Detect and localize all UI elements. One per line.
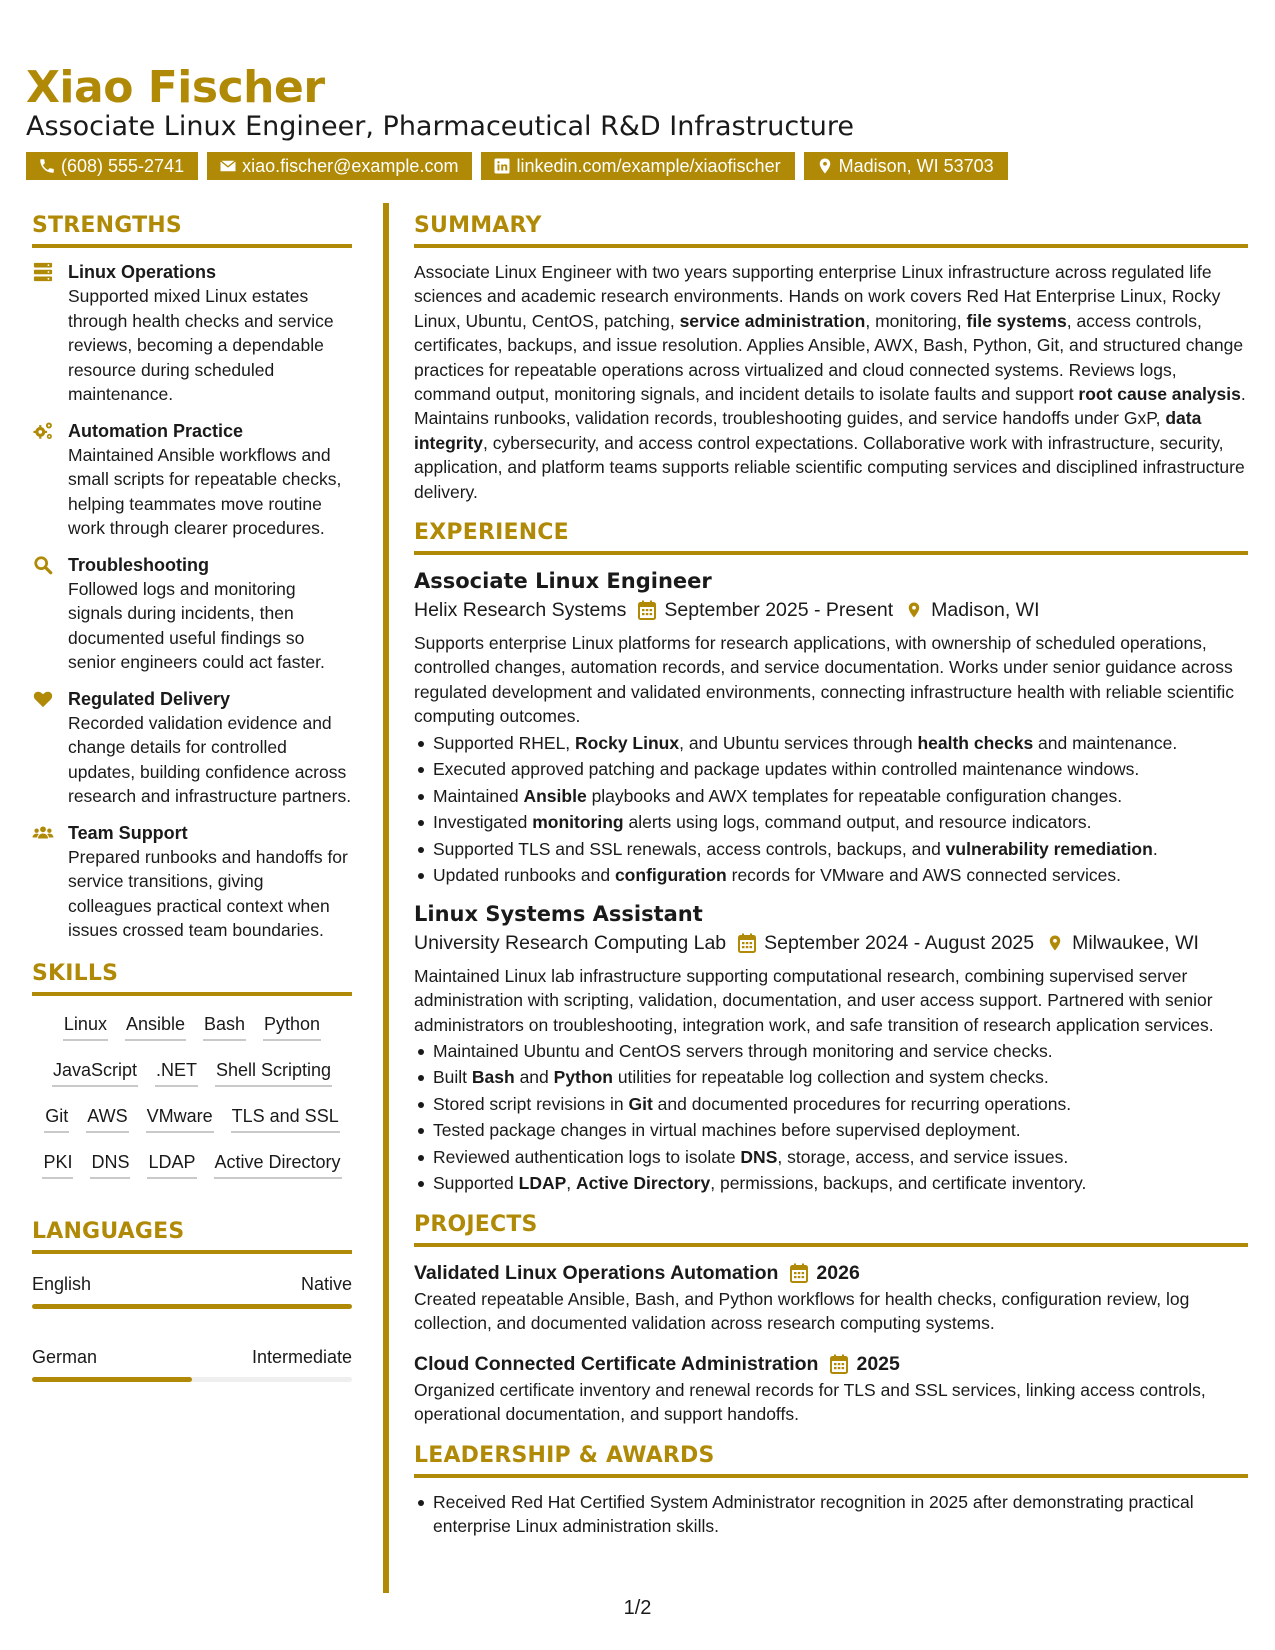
job-dates: September 2024 - August 2025 xyxy=(764,931,1035,954)
language-name: German xyxy=(32,1346,98,1367)
job-bullet: Investigated monitoring alerts using logs, command output, and resource indicators. xyxy=(414,810,1248,835)
job-bullet: Maintained Ansible playbooks and AWX templates for repeatable configuration changes. xyxy=(414,784,1248,809)
language-bar-fill xyxy=(32,1304,352,1309)
language-bar xyxy=(32,1377,352,1382)
job-company: University Research Computing Lab xyxy=(414,931,727,954)
job-bullet: Executed approved patching and package updates within controlled maintenance windows. xyxy=(414,757,1248,782)
heart-icon xyxy=(32,689,54,709)
project-entry xyxy=(414,1350,1248,1427)
strength-desc: Maintained Ansible workflows and small scripts for repeatable checks, helping teammates move routine work through clearer procedures. xyxy=(68,444,342,538)
strength-title: Automation Practice xyxy=(68,420,244,441)
skill-tag: Shell Scripting xyxy=(215,1058,332,1087)
strength-title: Linux Operations xyxy=(68,262,217,282)
strength-title: Troubleshooting xyxy=(68,554,209,575)
contact-email-text: xiao.fischer@example.com xyxy=(242,156,459,176)
project-entry xyxy=(414,1259,1248,1336)
map-pin-icon xyxy=(816,157,834,175)
skill-tag: Linux xyxy=(63,1012,108,1041)
skills-list xyxy=(32,1008,352,1205)
job-location: Milwaukee, WI xyxy=(1072,931,1199,954)
summary-heading: SUMMARY xyxy=(414,213,1248,248)
skill-tag: Python xyxy=(263,1012,321,1041)
strength-item xyxy=(32,553,352,675)
experience-heading: EXPERIENCE xyxy=(414,520,1248,555)
strength-item xyxy=(32,419,352,541)
contact-linkedin[interactable] xyxy=(481,152,794,180)
calendar-icon xyxy=(830,1354,848,1374)
job-bullets xyxy=(414,1039,1248,1196)
skill-tag: DNS xyxy=(90,1150,130,1179)
language-level: Intermediate xyxy=(251,1346,352,1367)
skills-heading: SKILLS xyxy=(32,961,352,996)
project-year: 2025 xyxy=(856,1352,900,1375)
projects-heading: PROJECTS xyxy=(414,1212,1248,1247)
job-bullet: Maintained Ubuntu and CentOS servers through monitoring and service checks. xyxy=(414,1039,1248,1064)
contact-phone[interactable] xyxy=(26,152,198,180)
contact-linkedin-text: linkedin.com/example/xiaofischer xyxy=(516,156,781,176)
strengths-heading: STRENGTHS xyxy=(32,213,352,248)
language-bar-fill xyxy=(32,1377,192,1382)
job-entry xyxy=(414,567,1248,888)
strength-item xyxy=(32,260,352,407)
job-bullet: Supported LDAP, Active Directory, permissions, backups, and certificate inventory. xyxy=(414,1171,1248,1196)
skill-tag: PKI xyxy=(42,1150,73,1179)
job-title: Linux Systems Assistant xyxy=(414,901,703,926)
gears-icon xyxy=(32,421,54,441)
skill-tag: TLS and SSL xyxy=(231,1104,340,1133)
left-column xyxy=(32,213,352,1406)
job-bullet: Updated runbooks and configuration records for VMware and AWS connected services. xyxy=(414,863,1248,888)
job-description: Supports enterprise Linux platforms for research applications, with ownership of scheduled operations, controlled changes, automation records, and service documentation. Works under senior guidance across regulated development and validated environments, connecting infrastructure health with reliable scientific computing outcomes. xyxy=(414,633,1235,727)
leadership-heading: LEADERSHIP & AWARDS xyxy=(414,1443,1248,1478)
skill-tag: Git xyxy=(44,1104,69,1133)
linkedin-icon xyxy=(493,157,511,175)
calendar-icon xyxy=(638,600,656,620)
leadership-bullet: Received Red Hat Certified System Administrator recognition in 2025 after demonstrating practical enterprise Linux administration skills. xyxy=(414,1490,1248,1539)
column-divider xyxy=(383,203,389,1593)
users-icon xyxy=(32,823,54,843)
project-description: Created repeatable Ansible, Bash, and Python workflows for health checks, configuration review, log collection, and documented validation across research computing systems. xyxy=(414,1288,1190,1334)
skill-tag: JavaScript xyxy=(52,1058,138,1087)
project-title: Validated Linux Operations Automation xyxy=(414,1261,779,1284)
job-entry xyxy=(414,900,1248,1196)
project-description: Organized certificate inventory and renewal records for TLS and SSL services, linking access controls, operational documentation, and support handoffs. xyxy=(414,1379,1206,1425)
page-number: 1/2 xyxy=(623,1597,652,1619)
skill-tag: LDAP xyxy=(147,1150,196,1179)
search-icon xyxy=(32,555,54,575)
contact-location[interactable] xyxy=(804,152,1008,180)
skill-tag: Active Directory xyxy=(214,1150,342,1179)
language-item xyxy=(32,1272,352,1309)
job-bullet: Built Bash and Python utilities for repeatable log collection and system checks. xyxy=(414,1065,1248,1090)
strength-desc: Followed logs and monitoring signals during incidents, then documented useful findings so senior engineers could act faster. xyxy=(68,578,325,672)
language-item xyxy=(32,1345,352,1382)
job-company: Helix Research Systems xyxy=(414,599,627,622)
strength-title: Team Support xyxy=(68,822,188,843)
contact-bar xyxy=(26,152,1008,180)
envelope-icon xyxy=(219,157,237,175)
candidate-role: Associate Linux Engineer, Pharmaceutical R&D Infrastructure xyxy=(26,111,855,142)
job-bullet: Reviewed authentication logs to isolate DNS, storage, access, and service issues. xyxy=(414,1145,1248,1170)
skill-tag: AWS xyxy=(86,1104,128,1133)
languages-heading: LANGUAGES xyxy=(32,1219,352,1254)
calendar-icon xyxy=(790,1263,808,1283)
skill-tag: Ansible xyxy=(125,1012,186,1041)
right-column xyxy=(414,213,1248,1541)
language-level: Native xyxy=(300,1273,352,1294)
job-bullet: Stored script revisions in Git and documented procedures for recurring operations. xyxy=(414,1092,1248,1117)
job-description: Maintained Linux lab infrastructure supporting computational research, combining supervised server administration with scripting, validation, documentation, and user access support. Partnered with senior administrators on troubleshooting, integration work, and safe transition of research application services. xyxy=(414,965,1214,1035)
map-pin-icon xyxy=(1046,933,1064,953)
summary-text: Associate Linux Engineer with two years supporting enterprise Linux infrastructure across regulated life sciences and academic research environments. Hands on work covers Red Hat Enterprise Linux, Rocky Linux, Ubuntu, CentOS, patching, service administration, monitoring, file systems, access controls, certificates, backups, and issue resolution. Applies Ansible, AWX, Bash, Python, Git, and structured change practices for repeatable operations across virtualized and cloud connected systems. Reviews logs, command output, monitoring signals, and incident details to isolate faults and support root cause analysis. Maintains runbooks, validation records, troubleshooting guides, and service handoffs under GxP, data integrity, cybersecurity, and access control expectations. Collaborative work with infrastructure, security, application, and platform teams supports reliable scientific computing services and disciplined infrastructure delivery. xyxy=(414,262,1246,502)
language-bar xyxy=(32,1304,352,1309)
server-icon xyxy=(32,262,54,282)
strength-desc: Prepared runbooks and handoffs for service transitions, giving colleagues practical context when issues crossed team boundaries. xyxy=(68,846,348,940)
skill-tag: .NET xyxy=(155,1058,198,1087)
leadership-bullets xyxy=(414,1490,1248,1539)
strength-item xyxy=(32,821,352,943)
job-bullets xyxy=(414,731,1248,888)
skill-tag: Bash xyxy=(203,1012,246,1041)
job-bullet: Supported RHEL, Rocky Linux, and Ubuntu services through health checks and maintenance. xyxy=(414,731,1248,756)
project-title: Cloud Connected Certificate Administration xyxy=(414,1352,819,1375)
job-title: Associate Linux Engineer xyxy=(414,569,712,594)
project-year: 2026 xyxy=(816,1261,860,1284)
candidate-name: Xiao Fischer xyxy=(26,62,325,113)
calendar-icon xyxy=(738,933,756,953)
contact-location-text: Madison, WI 53703 xyxy=(838,156,994,176)
job-bullet: Supported TLS and SSL renewals, access controls, backups, and vulnerability remediation. xyxy=(414,837,1248,862)
strength-desc: Recorded validation evidence and change details for controlled updates, building confidence across research and infrastructure partners. xyxy=(68,712,352,806)
strength-item xyxy=(32,687,352,809)
strength-title: Regulated Delivery xyxy=(68,688,231,709)
map-pin-icon xyxy=(905,600,923,620)
job-location: Madison, WI xyxy=(931,599,1040,622)
language-name: English xyxy=(32,1273,92,1294)
strength-desc: Supported mixed Linux estates through health checks and service reviews, becoming a dependable resource during scheduled maintenance. xyxy=(68,286,334,404)
job-bullet: Tested package changes in virtual machines before supervised deployment. xyxy=(414,1118,1248,1143)
contact-email[interactable] xyxy=(207,152,472,180)
phone-icon xyxy=(38,157,56,175)
job-dates: September 2025 - Present xyxy=(664,599,894,622)
skill-tag: VMware xyxy=(146,1104,214,1133)
contact-phone-text: (608) 555-2741 xyxy=(61,156,185,176)
